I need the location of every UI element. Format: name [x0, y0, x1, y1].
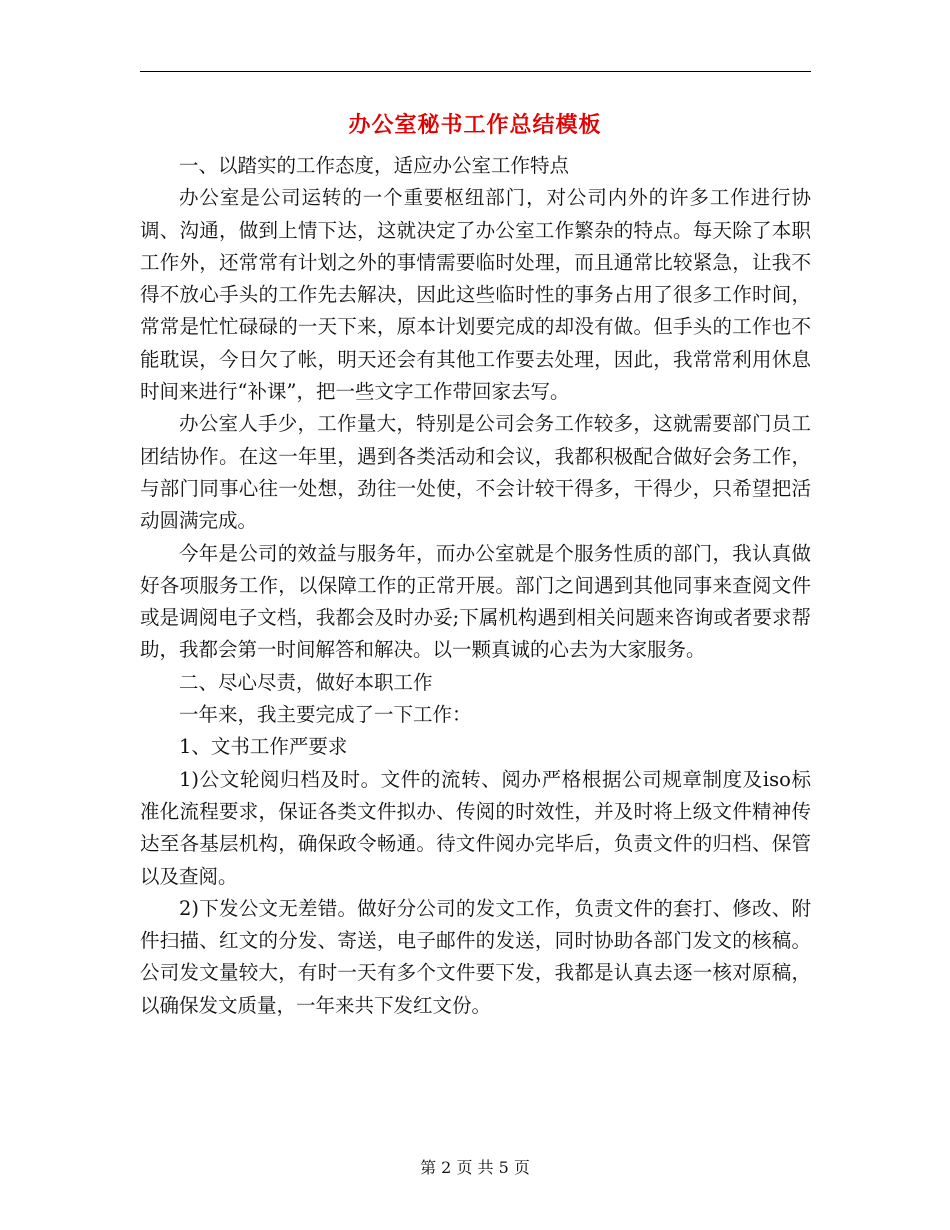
- page-number: 第 2 页 共 5 页: [420, 1158, 530, 1177]
- document-body: [140, 150, 811, 1022]
- paragraph: 办公室是公司运转的一个重要枢纽部门，对公司内外的许多工作进行协调、沟通，做到上情下达，这就决定了办公室工作繁杂的特点。每天除了本职工作外，还常常有计划之外的事情需要临时处理，而且通常比较紧急，让我不得不放心手头的工作先去解决，因此这些临时性的事务占用了很多工作时间，常常是忙忙碌碌的一天下来，原本计划要完成的却没有做。但手头的工作也不能耽误，今日欠了帐，明天还会有其他工作要去处理，因此，我常常利用休息时间来进行“补课”，把一些文字工作带回家去写。: [140, 186, 811, 404]
- paragraph: 一年来，我主要完成了一下工作：: [179, 703, 472, 727]
- paragraph: 今年是公司的效益与服务年，而办公室就是个服务性质的部门，我认真做好各项服务工作，以保障工作的正常开展。部门之间遇到其他同事来查阅文件或是调阅电子文档，我都会及时办妥;下属机构遇到相关问题来咨询或者要求帮助，我都会第一时间解答和解决。以一颗真诚的心去为大家服务。: [140, 541, 811, 662]
- section-heading-1: 一、以踏实的工作态度，适应办公室工作特点: [179, 154, 570, 177]
- list-item: 2)下发公文无差错。做好分公司的发文工作，负责文件的套打、修改、附件扫描、红文的分发、寄送，电子邮件的发送，同时协助各部门发文的核稿。公司发文量较大，有时一天有多个文件要下发，我都是认真去逐一核对原稿，以确保发文质量，一年来共下发红文份。: [140, 896, 811, 1017]
- header-rule: [140, 71, 811, 72]
- section-heading-2: 二、尽心尽责，做好本职工作: [179, 670, 433, 694]
- paragraph: 办公室人手少，工作量大，特别是公司会务工作较多，这就需要部门员工团结协作。在这一年里，遇到各类活动和会议，我都积极配合做好会务工作，与部门同事心往一处想，劲往一处使，不会计较干得多，干得少，只希望把活动圆满完成。: [140, 412, 811, 533]
- list-item: 1)公文轮阅归档及时。文件的流转、阅办严格根据公司规章制度及iso标准化流程要求，保证各类文件拟办、传阅的时效性，并及时将上级文件精神传达至各基层机构，确保政令畅通。待文件阅办完毕后，负责文件的归档、保管以及查阅。: [140, 767, 811, 888]
- document-title: 办公室秘书工作总结模板: [348, 112, 602, 138]
- page-footer: [0, 1155, 950, 1178]
- subsection-heading: 1、文书工作严要求: [179, 735, 348, 759]
